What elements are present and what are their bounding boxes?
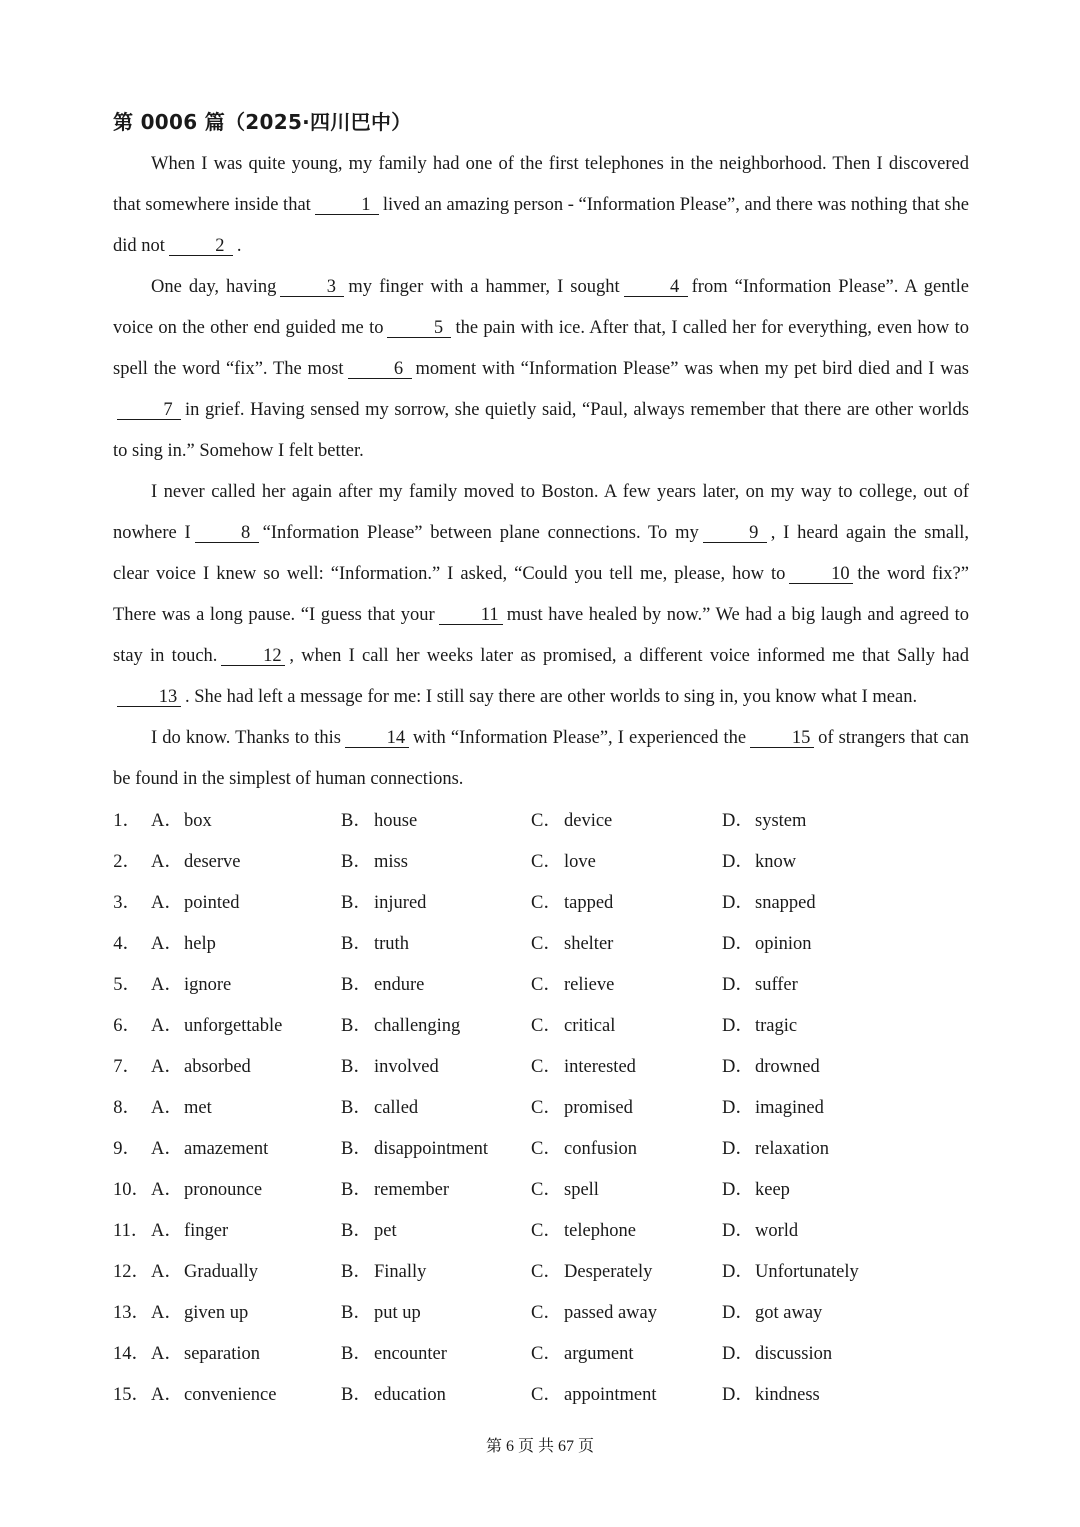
option-letter: B． xyxy=(341,852,372,872)
passage-text: I do know. Thanks to this xyxy=(151,728,341,748)
option-letter: B． xyxy=(341,1098,372,1118)
option-letter: C． xyxy=(531,811,562,831)
question-row xyxy=(113,1170,973,1211)
question-number: 10． xyxy=(113,1180,151,1200)
paragraph-3 xyxy=(113,472,969,718)
option-letter: D． xyxy=(722,811,754,831)
option-letter: C． xyxy=(531,893,562,913)
option-d xyxy=(722,1211,798,1252)
question-number: 14． xyxy=(113,1344,151,1364)
option-letter: C． xyxy=(531,1098,562,1118)
option-d xyxy=(722,842,796,883)
option-letter: B． xyxy=(341,1057,372,1077)
blank-11: 11 xyxy=(439,606,503,625)
option-a xyxy=(151,801,212,842)
option-letter: C． xyxy=(531,1016,562,1036)
question-row xyxy=(113,842,973,883)
question-number: 13． xyxy=(113,1303,151,1323)
option-d xyxy=(722,1334,832,1375)
passage-text: the pain with ice. After that, I called her for everything, even how to spell the word “fix”. The most xyxy=(113,318,969,379)
option-b xyxy=(341,965,424,1006)
passage-text: One day, having xyxy=(151,277,277,297)
option-b xyxy=(341,1088,418,1129)
option-c xyxy=(531,1006,615,1047)
option-text: kindness xyxy=(755,1385,820,1405)
question-row xyxy=(113,1006,973,1047)
option-d xyxy=(722,1006,797,1047)
option-c xyxy=(531,883,613,924)
option-text: know xyxy=(755,852,797,872)
option-text: disappointment xyxy=(374,1139,489,1159)
option-letter: D． xyxy=(722,1098,754,1118)
question-number: 4． xyxy=(113,934,141,954)
option-text: ignore xyxy=(184,975,232,995)
option-text: pet xyxy=(374,1221,397,1241)
option-letter: D． xyxy=(722,1180,754,1200)
option-text: got away xyxy=(755,1303,823,1323)
option-text: spell xyxy=(564,1180,599,1200)
option-text: critical xyxy=(564,1016,616,1036)
option-c xyxy=(531,1088,633,1129)
option-c xyxy=(531,1211,636,1252)
option-letter: A． xyxy=(151,1344,183,1364)
question-number: 2． xyxy=(113,852,141,872)
option-b xyxy=(341,842,408,883)
option-letter: C． xyxy=(531,1303,562,1323)
option-a xyxy=(151,883,240,924)
option-letter: B． xyxy=(341,1221,372,1241)
option-letter: B． xyxy=(341,893,372,913)
option-text: passed away xyxy=(564,1303,657,1323)
option-c xyxy=(531,1375,656,1416)
option-text: Finally xyxy=(374,1262,427,1282)
blank-9: 9 xyxy=(703,524,767,543)
option-text: amazement xyxy=(184,1139,269,1159)
option-letter: A． xyxy=(151,1221,183,1241)
blank-7: 7 xyxy=(117,401,181,420)
option-text: love xyxy=(564,852,596,872)
option-a xyxy=(151,924,216,965)
option-a xyxy=(151,842,241,883)
option-a xyxy=(151,965,231,1006)
option-letter: B． xyxy=(341,1016,372,1036)
blank-12: 12 xyxy=(221,647,285,666)
option-text: put up xyxy=(374,1303,421,1323)
option-a xyxy=(151,1047,251,1088)
option-text: house xyxy=(374,811,418,831)
option-letter: B． xyxy=(341,1385,372,1405)
option-letter: A． xyxy=(151,852,183,872)
passage-text: the word fix?” There was a long pause. “I guess that your xyxy=(113,564,969,625)
option-letter: B． xyxy=(341,1303,372,1323)
question-number: 5． xyxy=(113,975,141,995)
option-letter: D． xyxy=(722,975,754,995)
cloze-passage xyxy=(113,144,969,800)
option-text: help xyxy=(184,934,216,954)
option-text: opinion xyxy=(755,934,812,954)
option-a xyxy=(151,1252,258,1293)
option-a xyxy=(151,1088,212,1129)
option-text: device xyxy=(564,811,613,831)
option-b xyxy=(341,1334,447,1375)
option-text: involved xyxy=(374,1057,439,1077)
option-text: world xyxy=(755,1221,799,1241)
option-letter: B． xyxy=(341,975,372,995)
option-letter: D． xyxy=(722,934,754,954)
passage-text: from “Information Please”. A gentle voice on the other end guided me to xyxy=(113,277,969,338)
option-letter: C． xyxy=(531,975,562,995)
option-text: finger xyxy=(184,1221,229,1241)
option-text: snapped xyxy=(755,893,816,913)
option-text: convenience xyxy=(184,1385,277,1405)
option-text: suffer xyxy=(755,975,798,995)
option-d xyxy=(722,1047,820,1088)
option-b xyxy=(341,1170,449,1211)
option-text: endure xyxy=(374,975,425,995)
question-row xyxy=(113,801,973,842)
question-number: 9． xyxy=(113,1139,141,1159)
blank-10: 10 xyxy=(789,565,853,584)
question-row xyxy=(113,1293,973,1334)
passage-text: “Information Please” between plane connections. To my xyxy=(262,523,699,543)
option-text: truth xyxy=(374,934,409,954)
option-letter: A． xyxy=(151,934,183,954)
option-letter: A． xyxy=(151,975,183,995)
option-text: promised xyxy=(564,1098,633,1118)
question-number: 11． xyxy=(113,1221,150,1241)
option-text: keep xyxy=(755,1180,790,1200)
option-text: system xyxy=(755,811,807,831)
question-row xyxy=(113,1252,973,1293)
option-text: pointed xyxy=(184,893,240,913)
passage-text: lived an amazing person - “Information Please”, and there was nothing that she did not xyxy=(113,195,970,256)
option-text: relieve xyxy=(564,975,615,995)
option-letter: A． xyxy=(151,811,183,831)
question-number: 1． xyxy=(113,811,141,831)
option-text: remember xyxy=(374,1180,449,1200)
passage-text: I never called her again after my family moved to Boston. A few years later, on my way to college, out of nowhere I xyxy=(113,482,969,543)
option-text: box xyxy=(184,811,212,831)
question-row xyxy=(113,1334,973,1375)
option-letter: A． xyxy=(151,1057,183,1077)
option-a xyxy=(151,1211,228,1252)
option-a xyxy=(151,1293,248,1334)
passage-text: my finger with a hammer, I sought xyxy=(348,277,620,297)
option-d xyxy=(722,1170,790,1211)
question-number: 12． xyxy=(113,1262,151,1282)
option-d xyxy=(722,1252,859,1293)
option-text: absorbed xyxy=(184,1057,251,1077)
option-letter: D． xyxy=(722,1139,754,1159)
option-text: Gradually xyxy=(184,1262,258,1282)
option-text: pronounce xyxy=(184,1180,263,1200)
option-letter: C． xyxy=(531,1344,562,1364)
option-letter: C． xyxy=(531,1057,562,1077)
option-text: shelter xyxy=(564,934,614,954)
paragraph-4 xyxy=(113,718,969,800)
option-c xyxy=(531,965,614,1006)
question-row xyxy=(113,924,973,965)
question-row xyxy=(113,1129,973,1170)
option-c xyxy=(531,1252,652,1293)
question-number: 3． xyxy=(113,893,141,913)
option-b xyxy=(341,1252,426,1293)
passage-text: with “Information Please”, I experienced the xyxy=(412,728,747,748)
option-text: drowned xyxy=(755,1057,820,1077)
option-text: Desperately xyxy=(564,1262,653,1282)
option-letter: C． xyxy=(531,1385,562,1405)
option-c xyxy=(531,924,613,965)
option-letter: A． xyxy=(151,1180,183,1200)
option-letter: B． xyxy=(341,1180,372,1200)
option-letter: C． xyxy=(531,1180,562,1200)
blank-8: 8 xyxy=(195,524,259,543)
option-d xyxy=(722,1129,829,1170)
option-a xyxy=(151,1006,282,1047)
blank-3: 3 xyxy=(280,278,344,297)
paragraph-2 xyxy=(113,267,969,472)
option-d xyxy=(722,1088,824,1129)
option-letter: D． xyxy=(722,1221,754,1241)
question-row xyxy=(113,883,973,924)
option-letter: A． xyxy=(151,1098,183,1118)
blank-1: 1 xyxy=(315,196,379,215)
option-letter: C． xyxy=(531,1221,562,1241)
option-text: deserve xyxy=(184,852,241,872)
blank-2: 2 xyxy=(169,237,233,256)
option-c xyxy=(531,801,612,842)
question-row xyxy=(113,965,973,1006)
option-d xyxy=(722,1375,820,1416)
option-d xyxy=(722,924,812,965)
option-letter: D． xyxy=(722,1262,754,1282)
paragraph-1 xyxy=(113,144,969,267)
option-text: met xyxy=(184,1098,212,1118)
option-text: Unfortunately xyxy=(755,1262,859,1282)
question-row xyxy=(113,1211,973,1252)
option-c xyxy=(531,1170,599,1211)
question-number: 7． xyxy=(113,1057,141,1077)
option-text: imagined xyxy=(755,1098,824,1118)
question-row xyxy=(113,1088,973,1129)
option-b xyxy=(341,883,426,924)
option-letter: D． xyxy=(722,1303,754,1323)
option-c xyxy=(531,1129,637,1170)
option-letter: D． xyxy=(722,893,754,913)
passage-text: , I heard again the small, clear voice I knew so well: “Information.” I asked, “Could you tell me, please, how to xyxy=(113,523,969,584)
option-letter: B． xyxy=(341,811,372,831)
passage-text: . xyxy=(236,236,242,256)
option-b xyxy=(341,1006,460,1047)
option-d xyxy=(722,883,816,924)
passage-text: of strangers that can be found in the simplest of human connections. xyxy=(113,728,969,789)
option-letter: D． xyxy=(722,1016,754,1036)
option-b xyxy=(341,801,417,842)
option-text: interested xyxy=(564,1057,636,1077)
passage-text: in grief. Having sensed my sorrow, she quietly said, “Paul, always remember that there are other worlds to sing in.” Somehow I felt better. xyxy=(113,400,969,461)
option-text: appointment xyxy=(564,1385,657,1405)
option-c xyxy=(531,1293,657,1334)
option-c xyxy=(531,842,596,883)
option-text: relaxation xyxy=(755,1139,829,1159)
passage-text: must have healed by now.” We had a big laugh and agreed to stay in touch. xyxy=(113,605,969,666)
blank-6: 6 xyxy=(348,360,412,379)
option-letter: C． xyxy=(531,934,562,954)
option-text: injured xyxy=(374,893,427,913)
blank-5: 5 xyxy=(387,319,451,338)
option-letter: D． xyxy=(722,1344,754,1364)
option-a xyxy=(151,1334,260,1375)
option-letter: A． xyxy=(151,1262,183,1282)
blank-15: 15 xyxy=(750,729,814,748)
option-text: education xyxy=(374,1385,446,1405)
option-letter: C． xyxy=(531,1262,562,1282)
option-text: separation xyxy=(184,1344,261,1364)
option-d xyxy=(722,801,806,842)
page-footer: 第 6 页 共 67 页 xyxy=(485,1438,594,1455)
option-letter: B． xyxy=(341,934,372,954)
option-letter: D． xyxy=(722,1385,754,1405)
option-a xyxy=(151,1129,268,1170)
option-d xyxy=(722,965,798,1006)
option-b xyxy=(341,1129,488,1170)
option-b xyxy=(341,1293,421,1334)
option-letter: C． xyxy=(531,1139,562,1159)
option-text: argument xyxy=(564,1344,634,1364)
question-number: 8． xyxy=(113,1098,141,1118)
option-b xyxy=(341,1375,446,1416)
option-letter: C． xyxy=(531,852,562,872)
option-text: unforgettable xyxy=(184,1016,283,1036)
option-letter: A． xyxy=(151,893,183,913)
passage-text: When I was quite young, my family had one of the first telephones in the neighborhood. Then I discovered that somewhere inside that xyxy=(113,154,969,215)
option-letter: B． xyxy=(341,1262,372,1282)
option-text: tapped xyxy=(564,893,614,913)
option-a xyxy=(151,1170,262,1211)
option-letter: D． xyxy=(722,852,754,872)
option-text: discussion xyxy=(755,1344,833,1364)
option-text: challenging xyxy=(374,1016,461,1036)
page-title: 第 0006 篇（2025·四川巴中） xyxy=(113,110,412,134)
option-letter: A． xyxy=(151,1385,183,1405)
option-text: confusion xyxy=(564,1139,637,1159)
option-b xyxy=(341,924,409,965)
option-letter: A． xyxy=(151,1303,183,1323)
blank-14: 14 xyxy=(345,729,409,748)
option-text: called xyxy=(374,1098,419,1118)
option-b xyxy=(341,1047,439,1088)
option-b xyxy=(341,1211,397,1252)
option-letter: B． xyxy=(341,1344,372,1364)
option-letter: A． xyxy=(151,1016,183,1036)
option-text: telephone xyxy=(564,1221,636,1241)
option-d xyxy=(722,1293,822,1334)
option-letter: D． xyxy=(722,1057,754,1077)
option-letter: B． xyxy=(341,1139,372,1159)
question-number: 15． xyxy=(113,1385,151,1405)
passage-text: moment with “Information Please” was when my pet bird died and I was xyxy=(415,359,969,379)
option-a xyxy=(151,1375,276,1416)
option-c xyxy=(531,1334,634,1375)
passage-text: . She had left a message for me: I still say there are other worlds to sing in, you know what I mean. xyxy=(185,687,918,707)
answer-options xyxy=(113,801,973,1416)
blank-4: 4 xyxy=(624,278,688,297)
passage-text: , when I call her weeks later as promised, a different voice informed me that Sally had xyxy=(289,646,969,666)
question-number: 6． xyxy=(113,1016,141,1036)
blank-13: 13 xyxy=(117,688,181,707)
option-text: encounter xyxy=(374,1344,447,1364)
option-letter: A． xyxy=(151,1139,183,1159)
question-row xyxy=(113,1047,973,1088)
option-text: tragic xyxy=(755,1016,798,1036)
question-row xyxy=(113,1375,973,1416)
option-text: miss xyxy=(374,852,408,872)
option-c xyxy=(531,1047,636,1088)
option-text: given up xyxy=(184,1303,249,1323)
